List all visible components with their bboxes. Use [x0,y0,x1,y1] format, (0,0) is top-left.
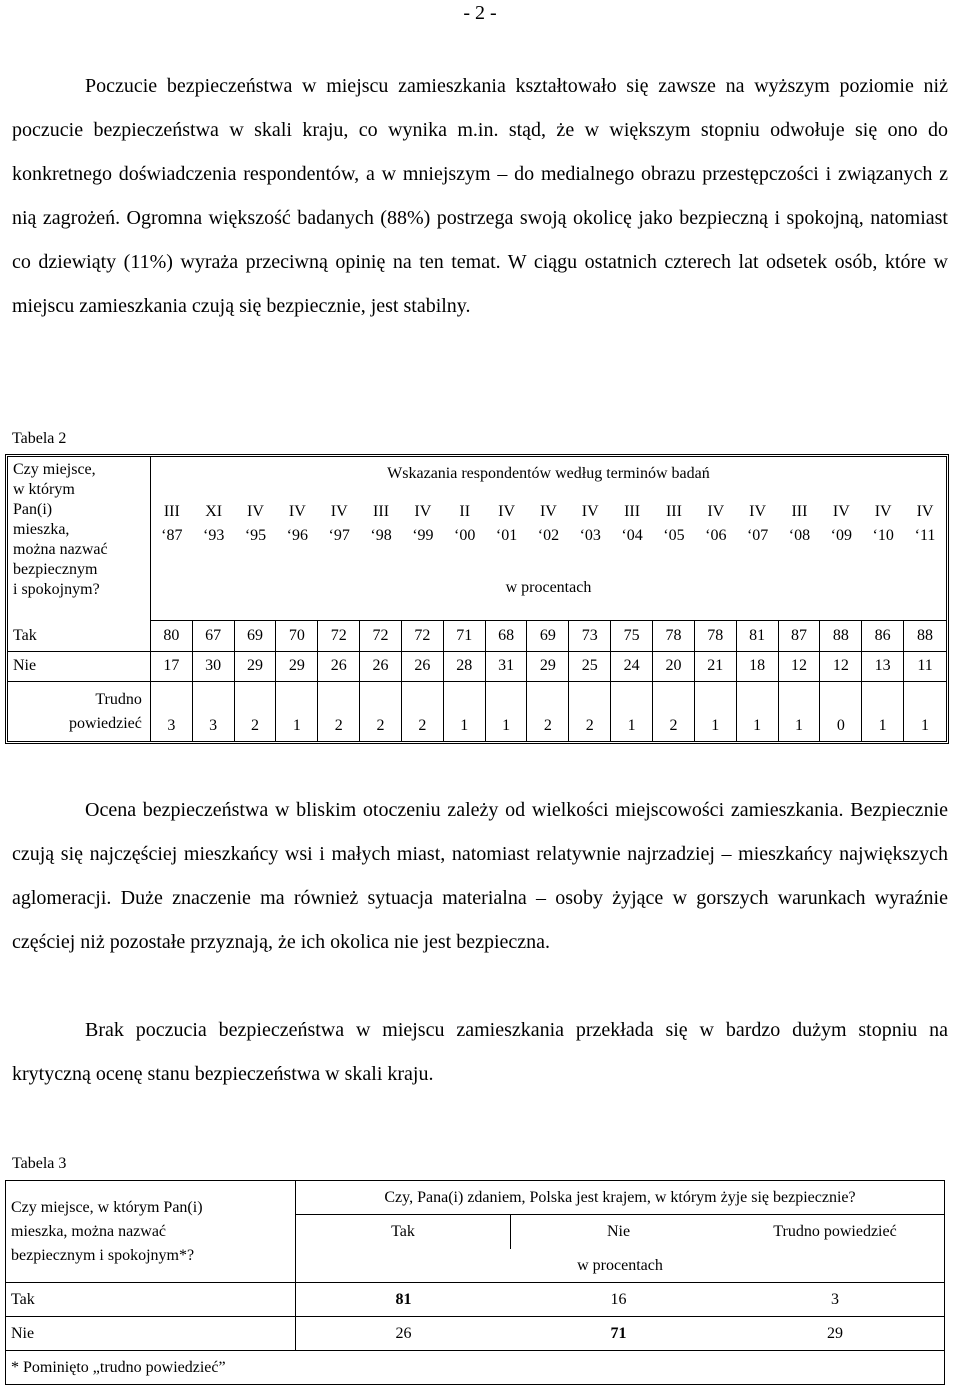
table2-cell: 1 [779,682,821,741]
table2-cell: 1 [276,682,318,741]
table2-term-year: ‘00 [454,526,476,544]
table3-cell: 26 [296,1317,511,1351]
page-number: - 2 - [463,2,497,24]
table2-cell: 18 [737,652,779,682]
table2-cell: 2 [318,682,360,741]
table2-frame [5,454,949,744]
table3-col-head: Tak [296,1215,511,1249]
table3-unit: w procentach [296,1249,944,1283]
table2-term-month: IV [707,502,725,520]
table3-col-head: Nie [606,1223,631,1240]
table2-term-month: III [665,502,682,520]
table2-term-year: ‘96 [286,526,308,544]
table2-cell: 24 [611,652,653,682]
table2-question-line: bezpiecznym [13,561,98,578]
table2-cell: 1 [921,717,930,734]
table3-cell [511,1317,726,1351]
table2-cell: 68 [486,621,528,651]
table3 [6,1181,944,1384]
table3-question-line: mieszka, można nazwać [11,1222,167,1240]
table2-cell: 2 [527,682,569,741]
table2-cell: 29 [235,652,277,682]
table2-cell: 88 [820,621,862,651]
table2-term-month: IV [749,502,767,520]
table2-cell: 13 [862,652,904,682]
table2-term-month: XI [205,502,223,520]
table2-term-year: ‘97 [328,526,350,544]
table2-term-year: ‘98 [370,526,392,544]
table2-term [904,491,946,556]
table2-term-year: ‘06 [705,526,727,544]
table2-cell: 69 [527,621,569,651]
table2-cell: 1 [862,682,904,741]
table2-cell: 72 [318,621,360,651]
table2-term [653,491,695,556]
table2-cell: 12 [820,652,862,682]
table2-cell: 3 [193,682,235,741]
table2-term-month: III [624,502,641,520]
table2-cell: 70 [276,621,318,651]
table2-cell: 81 [737,621,779,651]
table2-term [737,491,779,556]
table3-col-head: Trudno powiedzieć [773,1223,897,1240]
table2-cell: 28 [444,652,486,682]
table2-term [569,491,611,556]
table2-term [360,491,402,556]
table2-term-month: II [459,502,471,520]
table2-term-year: ‘04 [621,526,643,544]
table2-cell: 21 [695,652,737,682]
table2-header: Wskazania respondentów według terminów badań [387,465,710,483]
table2-cell: 20 [653,652,695,682]
table2-term-year: ‘11 [914,526,936,544]
table2-term-month: III [791,502,808,520]
table2-cell: 72 [360,621,402,651]
table3-footnote: * Pominięto „trudno powiedzieć” [11,1358,226,1376]
table2-cell: 3 [151,682,193,741]
table3-caption: Tabela 3 [12,1155,67,1172]
table2-cell: 86 [862,621,904,651]
table3-row-label: Nie [6,1317,296,1351]
table2-cell: 75 [611,621,653,651]
table2-cell: 73 [569,621,611,651]
table3-question-line: Czy miejsce, w którym Pan(i) [11,1198,203,1216]
table2-cell: 26 [402,652,444,682]
table2-question-line: można nazwać [13,541,108,558]
table2-term-month: III [163,502,180,520]
table2-caption: Tabela 2 [12,430,67,447]
table2-term-year: ‘05 [663,526,685,544]
table2-cell: 72 [402,621,444,651]
table3-row-label: Tak [6,1283,296,1317]
table2-cell: 0 [820,682,862,741]
table2-cell: 80 [151,621,193,651]
table2-cell: 29 [276,652,318,682]
table2-term-month: III [373,502,390,520]
table2-term-month: IV [874,502,892,520]
table2-cell: 25 [569,652,611,682]
table2-term-year: ‘08 [788,526,811,544]
table2-cell: 29 [527,652,569,682]
table3-frame [5,1180,945,1385]
table2-term-month: IV [539,502,557,520]
table2-cell: 17 [151,652,193,682]
table2-term [276,491,318,556]
table2-term [151,491,193,556]
table2-question-line: w którym [13,481,75,498]
table2-term [862,491,904,556]
table3-question-line: bezpiecznym i spokojnym*? [11,1246,195,1264]
table2-term [611,491,653,556]
table3-question [6,1181,296,1283]
table2-cell: 1 [486,682,528,741]
table2-term [486,491,528,556]
table2-term [527,491,569,556]
table2-cell: 67 [193,621,235,651]
table2-term [193,491,235,556]
table3-cell: 29 [726,1317,944,1351]
table2-cell: 78 [653,621,695,651]
table3-header: Czy, Pana(i) zdaniem, Polska jest krajem, w którym żyje się bezpiecznie? [296,1181,944,1215]
table2-term-year: ‘99 [412,526,434,544]
table3-cell-value: 71 [610,1324,627,1342]
table2-cell: 2 [235,682,277,741]
table2-term [235,491,277,556]
table2-cell: 88 [904,621,946,651]
table2-term-month: IV [498,502,515,520]
table2-question-line: Czy miejsce, [13,461,96,478]
table2-term-year: ‘02 [537,526,560,544]
table2-term-year: ‘95 [244,526,267,544]
table2-cell: 69 [235,621,277,651]
table2-term [402,491,444,556]
table2-cell: 78 [695,621,737,651]
table2-cell: 1 [737,682,779,741]
paragraph-2: Ocena bezpieczeństwa w bliskim otoczeniu zależy od wielkości miejscowości zamieszkania. Bezpiecznie czują się najczęściej mieszkańcy wsi i małych miast, natomiast relatywnie najrzadziej – mieszkańcy największych aglomeracji. Duże znaczenie ma również sytuacja materialna – osoby żyjące w gorszych warunkach wyraźnie częściej niż pozostałe przyznają, że ich okolica nie jest bezpieczna. [12,799,948,953]
table2-term-month: IV [832,502,850,520]
table2-term-year: ‘07 [746,526,769,544]
table2-cell: 2 [569,682,611,741]
table2-cell: 1 [611,682,653,741]
table2-question-line: Pan(i) [13,501,53,518]
paragraph-3: Brak poczucia bezpieczeństwa w miejscu zamieszkania przekłada się w bardzo dużym stopniu na krytyczną ocenę stanu bezpieczeństwa w skali kraju. [12,1019,948,1085]
table3-cell-value: 81 [395,1290,412,1308]
table2-cell: 2 [402,682,444,741]
table2-term-year: ‘87 [161,526,183,544]
table2-cell: 12 [779,652,821,682]
table2-unit: w procentach [151,556,946,621]
table2-cell: 26 [360,652,402,682]
table2-term-month: IV [330,502,348,520]
table2-term [318,491,360,556]
table2-cell: 71 [444,621,486,651]
table2-cell: 26 [318,652,360,682]
table3-cell: 16 [511,1283,726,1317]
table2-term-month: IV [414,502,432,520]
table2-row-label: Nie [8,652,151,682]
table2-term-month: IV [288,502,306,520]
table2-row-label: Tak [8,621,151,651]
table2-term-year: ‘01 [495,526,518,544]
table2-row-label [8,682,151,741]
table2-cell: 31 [486,652,528,682]
table2-term-year: ‘09 [830,526,852,544]
table2-cell: 1 [695,682,737,741]
table3-cell: 3 [726,1283,944,1317]
paragraph-1: Poczucie bezpieczeństwa w miejscu zamieszkania kształtowało się zawsze na wyższym poziomie niż poczucie bezpieczeństwa w skali kraju, co wynika m.in. stąd, że w większym stopniu odwołuje się ono do konkretnego doświadczenia respondentów, a w mniejszym – do medialnego obrazu przestępczości i związanych z nią zagrożeń. Ogromna większość badanych (88%) postrzega swoją okolicę jako bezpieczną i spokojną, natomiast co dziewiąty (11%) wyraża przeciwną opinię na ten temat. W ciągu ostatnich czterech lat odsetek osób, które w miejscu zamieszkania czują się bezpiecznie, jest stabilny. [12,75,948,317]
table2-cell: 11 [904,652,946,682]
table2-term-year: ‘10 [872,526,894,544]
table2-term-month: IV [916,502,934,520]
table2-question [8,457,151,621]
table2-term-month: IV [581,502,599,520]
table2-row-label-line: Trudno [95,690,142,708]
table2 [8,457,946,741]
table2-term-month: IV [247,502,264,520]
table3-cell [296,1283,511,1317]
table2-cell: 87 [779,621,821,651]
table2-row-label-line: powiedzieć [69,714,142,732]
table2-term-year: ‘93 [202,526,225,544]
table2-term [779,491,821,556]
table2-question-line: i spokojnym? [13,581,100,598]
table2-term [444,491,486,556]
table2-term [695,491,737,556]
table2-question-line: mieszka, [13,521,70,538]
table2-term [820,491,862,556]
table2-cell: 30 [193,652,235,682]
table2-term-year: ‘03 [579,526,601,544]
table2-cell: 2 [653,682,695,741]
table2-cell: 1 [444,682,486,741]
table2-cell: 2 [360,682,402,741]
